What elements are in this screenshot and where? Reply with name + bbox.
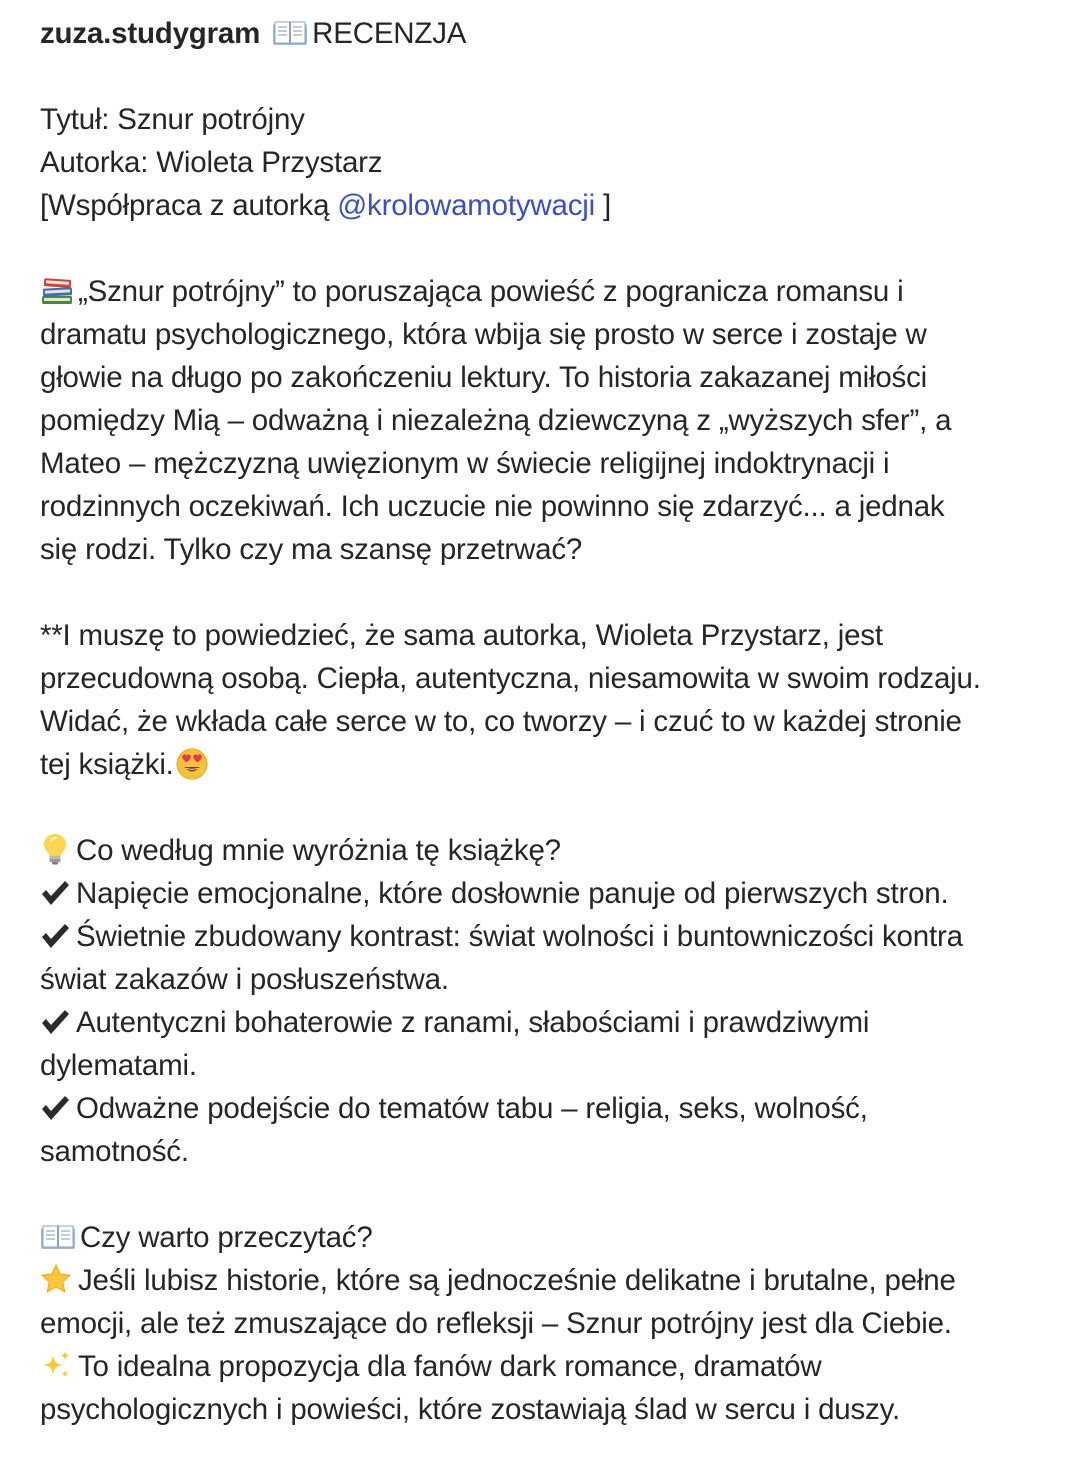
bullet-item [40,1001,1050,1044]
section1-heading-line [40,829,1050,872]
bullet-item [40,1087,1050,1130]
bullet-3-line-1: dylematami. [40,1049,197,1082]
para2-line-3: tej książki. [40,748,174,781]
para2-line-1: przecudowną osobą. Ciepła, autentyczna, niesamowita w swoim rodzaju. [40,662,981,695]
open-book-icon [272,21,308,47]
heart-eyes-face-icon [176,748,208,780]
para2-line-2: Widać, że wkłada całe serce w to, co tworzy – i czuć to w każdej stronie [40,705,962,738]
para1-line-0: „Sznur potrójny” to poruszająca powieść z pogranicza romansu i [78,275,904,308]
section1-heading: Co według mnie wyróżnia tę książkę? [76,834,561,867]
para1-line-1: dramatu psychologicznego, która wbija się prosto w serce i zostaje w [40,318,927,351]
light-bulb-icon [40,832,70,866]
books-stack-icon [40,276,74,306]
star-line-0: Jeśli lubisz historie, które są jednocześnie delikatne i brutalne, pełne [78,1264,956,1297]
para1-line-5: rodzinnych oczekiwań. Ich uczucie nie powinno się zdarzyć... a jednak [40,490,945,523]
star-icon [40,1263,72,1295]
para2-line [40,743,1050,786]
para1-line-6: się rodzi. Tylko czy ma szansę przetrwać? [40,533,583,566]
bullet-item [40,915,1050,958]
bullet-3-line-0: Autentyczni bohaterowie z ranami, słabościami i prawdziwymi [76,1006,870,1039]
bullet-1-line-0: Napięcie emocjonalne, które dosłownie panuje od pierwszych stron. [76,877,949,910]
sparkles-line [40,1345,1050,1388]
bullet-4-line-1: samotność. [40,1135,189,1168]
author-line: Autorka: Wioleta Przystarz [40,146,383,179]
para1-line-3: pomiędzy Mią – odważną i niezależną dziewczyną z „wyższych sfer”, a [40,404,952,437]
author-mention-link[interactable]: @krolowamotywacji [337,189,595,222]
username-link[interactable]: zuza.studygram [40,17,261,50]
check-mark-icon [40,922,70,950]
section2-heading: Czy warto przeczytać? [80,1221,373,1254]
para1-line [40,270,1050,313]
post-caption [40,12,1050,1431]
para1-line-2: głowie na długo po zakończeniu lektury. To historia zakazanej miłości [40,361,927,394]
collab-prefix: [Współpraca z autorką [40,189,338,222]
check-mark-icon [40,1094,70,1122]
collab-line [40,184,1050,227]
check-mark-icon [40,1008,70,1036]
sparkles-line-0: To idealna propozycja dla fanów dark romance, dramatów [78,1350,822,1383]
bullet-2-line-1: świat zakazów i posłuszeństwa. [40,963,449,996]
para1-line-4: Mateo – mężczyzną uwięzionym w świecie religijnej indoktrynacji i [40,447,890,480]
star-line [40,1259,1050,1302]
header-label: RECENZJA [312,17,467,50]
bullet-2-line-0: Świetnie zbudowany kontrast: świat wolności i buntowniczości kontra [76,920,963,953]
sparkles-icon [40,1349,72,1381]
open-book-icon [40,1225,76,1251]
check-mark-icon [40,879,70,907]
sparkles-line-1: psychologicznych i powieści, które zostawiają ślad w sercu i duszy. [40,1393,900,1426]
bullet-item [40,872,1050,915]
caption-header [40,12,1050,55]
collab-suffix: ] [595,189,611,222]
title-line: Tytuł: Sznur potrójny [40,103,305,136]
star-line-1: emocji, ale też zmuszające do refleksji – Sznur potrójny jest dla Ciebie. [40,1307,952,1340]
section2-heading-line [40,1216,1050,1259]
bullet-4-line-0: Odważne podejście do tematów tabu – religia, seks, wolność, [76,1092,868,1125]
para2-line-0: **I muszę to powiedzieć, że sama autorka, Wioleta Przystarz, jest [40,619,883,652]
